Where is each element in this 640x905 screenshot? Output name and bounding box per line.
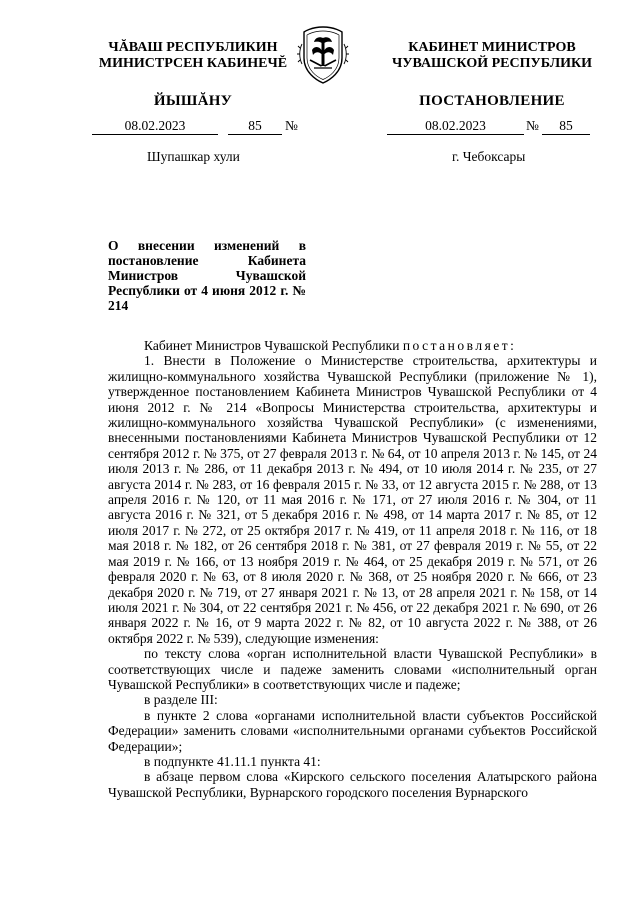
body-paragraph: 1. Внести в Положение о Министерстве строительства, архитектуры и жилищно-коммунального хозяйства Чувашской Республики (приложение № 1), утвержденное постановлением Кабинета Министров Чувашской Республики от 4 июня 2012 г. № 214 «Вопросы Министерства строительства, архитектуры и жилищно-коммунального хозяйства Чувашской Республики» (с изменениями, внесенными постановлениями Кабинета Министров Чувашской Республики от 12 сентября 2012 г. № 375, от 27 февраля 2013 г. № 64, от 10 апреля 2013 г. № 145, от 24 июля 2013 г. № 286, от 11 декабря 2013 г. № 494, от 10 июля 2014 г. № 235, от 27 августа 2014 г. № 283, от 16 февраля 2015 г. № 33, от 12 августа 2015 г. № 288, от 13 апреля 2016 г. № 120, от 11 мая 2016 г. № 171, от 27 июля 2016 г. № 304, от 11 августа 2016 г. № 321, от 5 декабря 2016 г. № 498, от 14 марта 2017 г. № 85, от 12 июля 2017 г. № 272, от 25 октября 2017 г. № 419, от 11 апреля 2018 г. № 116, от 18 мая 2018 г. № 182, от 26 сентября 2018 г. № 381, от 27 февраля 2019 г. № 55, от 22 мая 2019 г. № 166, от 13 ноября 2019 г. № 464, от 25 декабря 2019 г. № 571, от 26 февраля 2020 г. № 63, от 8 июля 2020 г. № 368, от 25 ноября 2020 г. № 666, от 23 декабря 2020 г. № 719, от 27 января 2021 г. № 13, от 28 апреля 2021 г. № 158, от 14 июля 2021 г. № 304, от 22 сентября 2021 г. № 456, от 22 декабря 2021 г. № 690, от 26 января 2022 г. № 16, от 9 марта 2022 г. № 82, от 10 августа 2022 г. № 388, от 26 октября 2022 г. № 539), следующие изменения: (108, 353, 597, 646)
number-sign-right: № (526, 118, 539, 133)
header-right (357, 40, 627, 109)
org-name-russian-line1: КАБИНЕТ МИНИСТРОВ (408, 40, 576, 55)
intro-paragraph (108, 338, 597, 353)
body-paragraph: в подпункте 41.11.1 пункта 41: (144, 753, 321, 769)
body-paragraph: по тексту слова «орган исполнительной власти Чувашской Республики» в соответствующих числе и падеже заменить словами «исполнительный орган Чувашской Республики» в соответствующих числе и падеже; (108, 646, 597, 692)
number-right: 85 (542, 118, 590, 135)
chuvash-emblem-icon (296, 24, 350, 86)
org-name-russian-line2: ЧУВАШСКОЙ РЕСПУБЛИКИ (391, 56, 593, 71)
body-paragraph: в пункте 2 слова «органами исполнительной власти субъектов Российской Федерации» заменить словами «исполнительными органами субъектов Российской Федерации»; (108, 707, 597, 754)
place-chuvash: Шупашкар хули (147, 149, 240, 164)
doctype-russian: ПОСТАНОВЛЕНИЕ (419, 93, 565, 109)
header-left (58, 40, 328, 109)
body-paragraph: в разделе III: (144, 692, 218, 708)
org-name-chuvash-line2: МИНИСТРСЕН КАБИНЕЧĔ (98, 56, 288, 71)
dateline-left (92, 118, 312, 136)
doctype-chuvash: ЙЫШĂНУ (153, 93, 233, 109)
number-sign-left: № (285, 118, 298, 133)
org-name-chuvash-line1: ЧĂВАШ РЕСПУБЛИКИН (108, 40, 278, 55)
date-left: 08.02.2023 (92, 118, 218, 135)
number-left: 85 (228, 118, 282, 135)
intro-text: Кабинет Министров Чувашской Республики (144, 338, 403, 353)
date-right: 08.02.2023 (387, 118, 524, 135)
dateline-right (387, 118, 607, 136)
document-body (108, 338, 597, 800)
place-russian: г. Чебоксары (452, 149, 526, 164)
document-subject: О внесении изменений в постановление Кабинета Министров Чувашской Республики от 4 июня 2012 г. № 214 (108, 238, 306, 313)
intro-spaced-word: постановляет: (402, 338, 517, 353)
body-paragraph: в абзаце первом слова «Кирского сельского поселения Алатырского района Чувашской Республики, Вурнарского городского поселения Вурнарского (108, 769, 597, 800)
